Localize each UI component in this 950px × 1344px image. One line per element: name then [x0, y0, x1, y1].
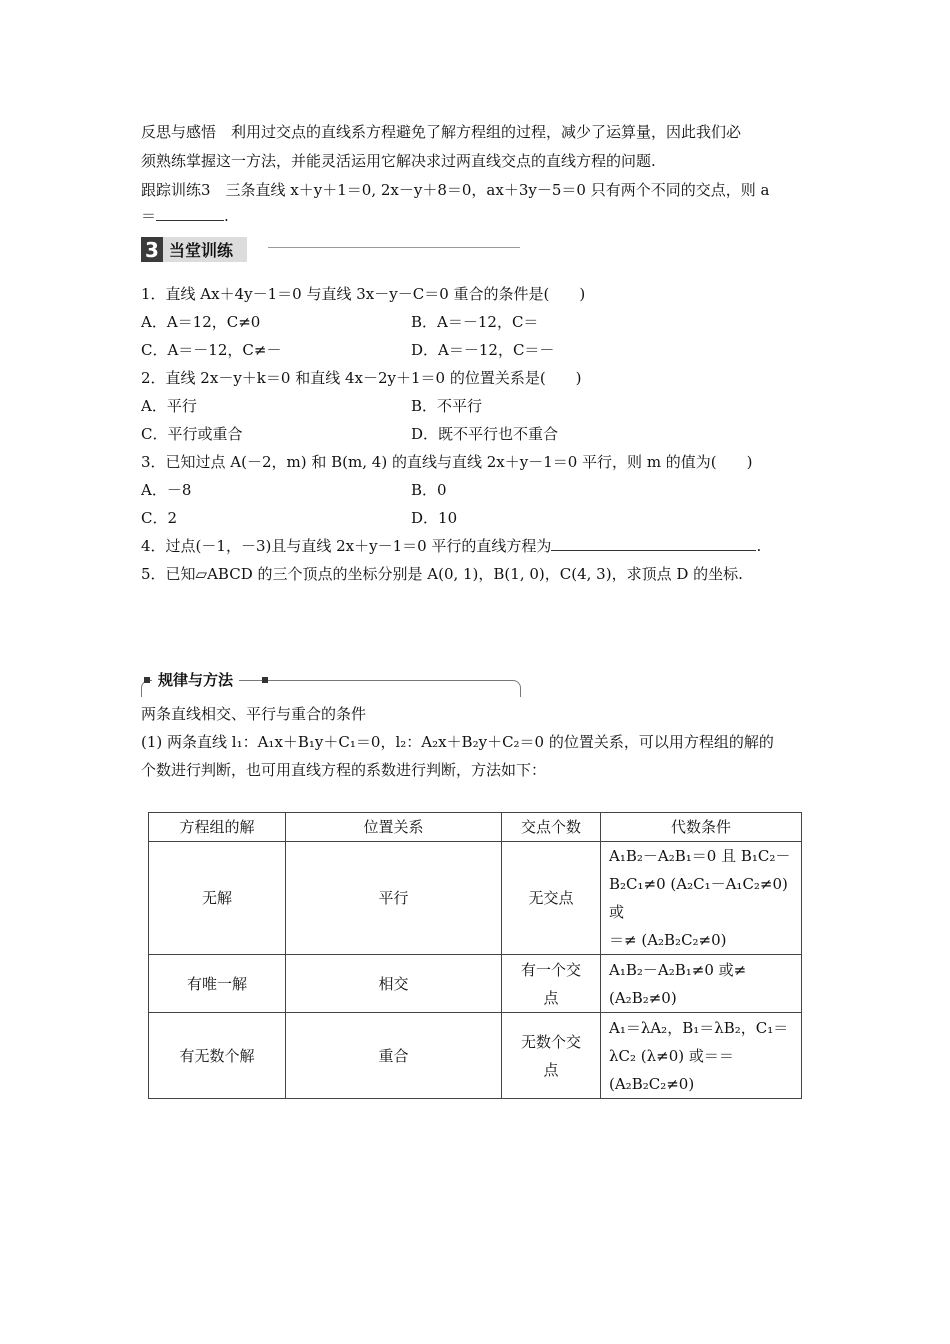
- cell-condition: [601, 955, 802, 1013]
- count-line: 无数个交: [520, 1032, 581, 1051]
- header-condition: 代数条件: [601, 813, 802, 842]
- q4-text: 4．过点(－1，－3)且与直线 2x＋y－1＝0 平行的直线方程为: [141, 537, 552, 555]
- question-2: 2．直线 2x－y＋k＝0 和直线 4x－2y＋1＝0 的位置关系是( ): [141, 369, 582, 387]
- condition-line: A₁B₂－A₂B₁≠0 或≠: [609, 960, 747, 979]
- condition-line: A₁＝λA₂，B₁＝λB₂，C₁＝: [609, 1018, 789, 1037]
- method-title: 规律与方法: [152, 670, 239, 690]
- q1-option-d: D．A＝－12，C＝－: [411, 341, 555, 359]
- table-row: [149, 842, 802, 955]
- header-solution: 方程组的解: [149, 813, 286, 842]
- cell-solution: 有无数个解: [149, 1013, 286, 1099]
- method-subtitle: 两条直线相交、平行与重合的条件: [141, 705, 367, 723]
- header-relation: 位置关系: [286, 813, 502, 842]
- count-line: 点: [543, 1060, 559, 1079]
- method-dot-right: [262, 677, 268, 683]
- reflection-line-1: 反思与感悟 利用过交点的直线系方程避免了解方程组的过程，减少了运算量，因此我们必: [141, 123, 742, 141]
- section-header: [141, 237, 247, 262]
- cell-count: [502, 955, 601, 1013]
- condition-line: (A₂B₂C₂≠0): [609, 1074, 695, 1093]
- question-4: [141, 536, 761, 556]
- question-3: 3．已知过点 A(－2，m) 和 B(m, 4) 的直线与直线 2x＋y－1＝0 平行，则 m 的值为( ): [141, 453, 753, 471]
- table-row: [149, 955, 802, 1013]
- q3-option-c: C．2: [141, 509, 178, 527]
- condition-line: ＝≠ (A₂B₂C₂≠0): [609, 931, 727, 949]
- q2-option-c: C．平行或重合: [141, 425, 243, 443]
- count-line: 点: [543, 988, 559, 1007]
- condition-line: A₁B₂－A₂B₁＝0 且 B₁C₂－: [609, 847, 791, 865]
- method-dot-left: [144, 677, 150, 683]
- q1-option-c: C．A＝－12，C≠－: [141, 341, 282, 359]
- cell-solution: 无解: [149, 842, 286, 955]
- cell-relation: 相交: [286, 955, 502, 1013]
- cell-condition: [601, 1013, 802, 1099]
- table-header-row: [149, 813, 802, 842]
- method-para-2: 个数进行判断，也可用直线方程的系数进行判断，方法如下：: [141, 761, 547, 779]
- q1-option-b: B．A＝－12，C＝: [411, 313, 539, 331]
- q4-answer-blank: [551, 536, 756, 551]
- condition-line: (A₂B₂≠0): [609, 988, 677, 1007]
- table-row: [149, 1013, 802, 1099]
- condition-line: B₂C₁≠0 (A₂C₁－A₁C₂≠0) 或: [609, 875, 788, 921]
- header-count: 交点个数: [502, 813, 601, 842]
- followup-suffix: .: [224, 207, 229, 225]
- followup-line-1: 跟踪训练3 三条直线 x＋y＋1＝0, 2x－y＋8＝0，ax＋3y－5＝0 只有两个不同的交点，则 a: [141, 181, 770, 199]
- q3-option-d: D．10: [411, 509, 458, 527]
- method-para-1: (1) 两条直线 l₁：A₁x＋B₁y＋C₁＝0，l₂：A₂x＋B₂y＋C₂＝0 的位置关系，可以用方程组的解的: [141, 733, 774, 751]
- followup-prefix: ＝: [141, 207, 157, 225]
- q2-option-a: A．平行: [141, 397, 197, 415]
- question-1: 1．直线 Ax＋4y－1＝0 与直线 3x－y－C＝0 重合的条件是( ): [141, 285, 586, 303]
- q1-option-a: A．A＝12，C≠0: [141, 313, 261, 331]
- answer-blank: [156, 206, 224, 221]
- cell-count: [502, 1013, 601, 1099]
- section-title: 当堂训练: [163, 237, 247, 262]
- cell-condition: [601, 842, 802, 955]
- count-line: 有一个交: [520, 960, 581, 979]
- followup-line-2: [141, 206, 229, 226]
- reflection-line-2: 须熟练掌握这一方法，并能灵活运用它解决求过两直线交点的直线方程的问题.: [141, 152, 656, 170]
- condition-line: λC₂ (λ≠0) 或＝＝: [609, 1046, 734, 1065]
- cell-relation: 平行: [286, 842, 502, 955]
- q2-option-d: D．既不平行也不重合: [411, 425, 559, 443]
- q3-option-a: A．－8: [141, 481, 192, 499]
- q3-option-b: B．0: [411, 481, 447, 499]
- section-rule: [268, 247, 520, 248]
- question-5: 5．已知▱ABCD 的三个顶点的坐标分别是 A(0, 1)，B(1, 0)，C(4, 3)，求顶点 D 的坐标.: [141, 565, 743, 583]
- conditions-table: [148, 812, 802, 1099]
- section-number: 3: [141, 237, 163, 262]
- cell-solution: 有唯一解: [149, 955, 286, 1013]
- q4-suffix: .: [756, 537, 762, 555]
- q2-option-b: B．不平行: [411, 397, 483, 415]
- cell-count: 无交点: [502, 842, 601, 955]
- cell-relation: 重合: [286, 1013, 502, 1099]
